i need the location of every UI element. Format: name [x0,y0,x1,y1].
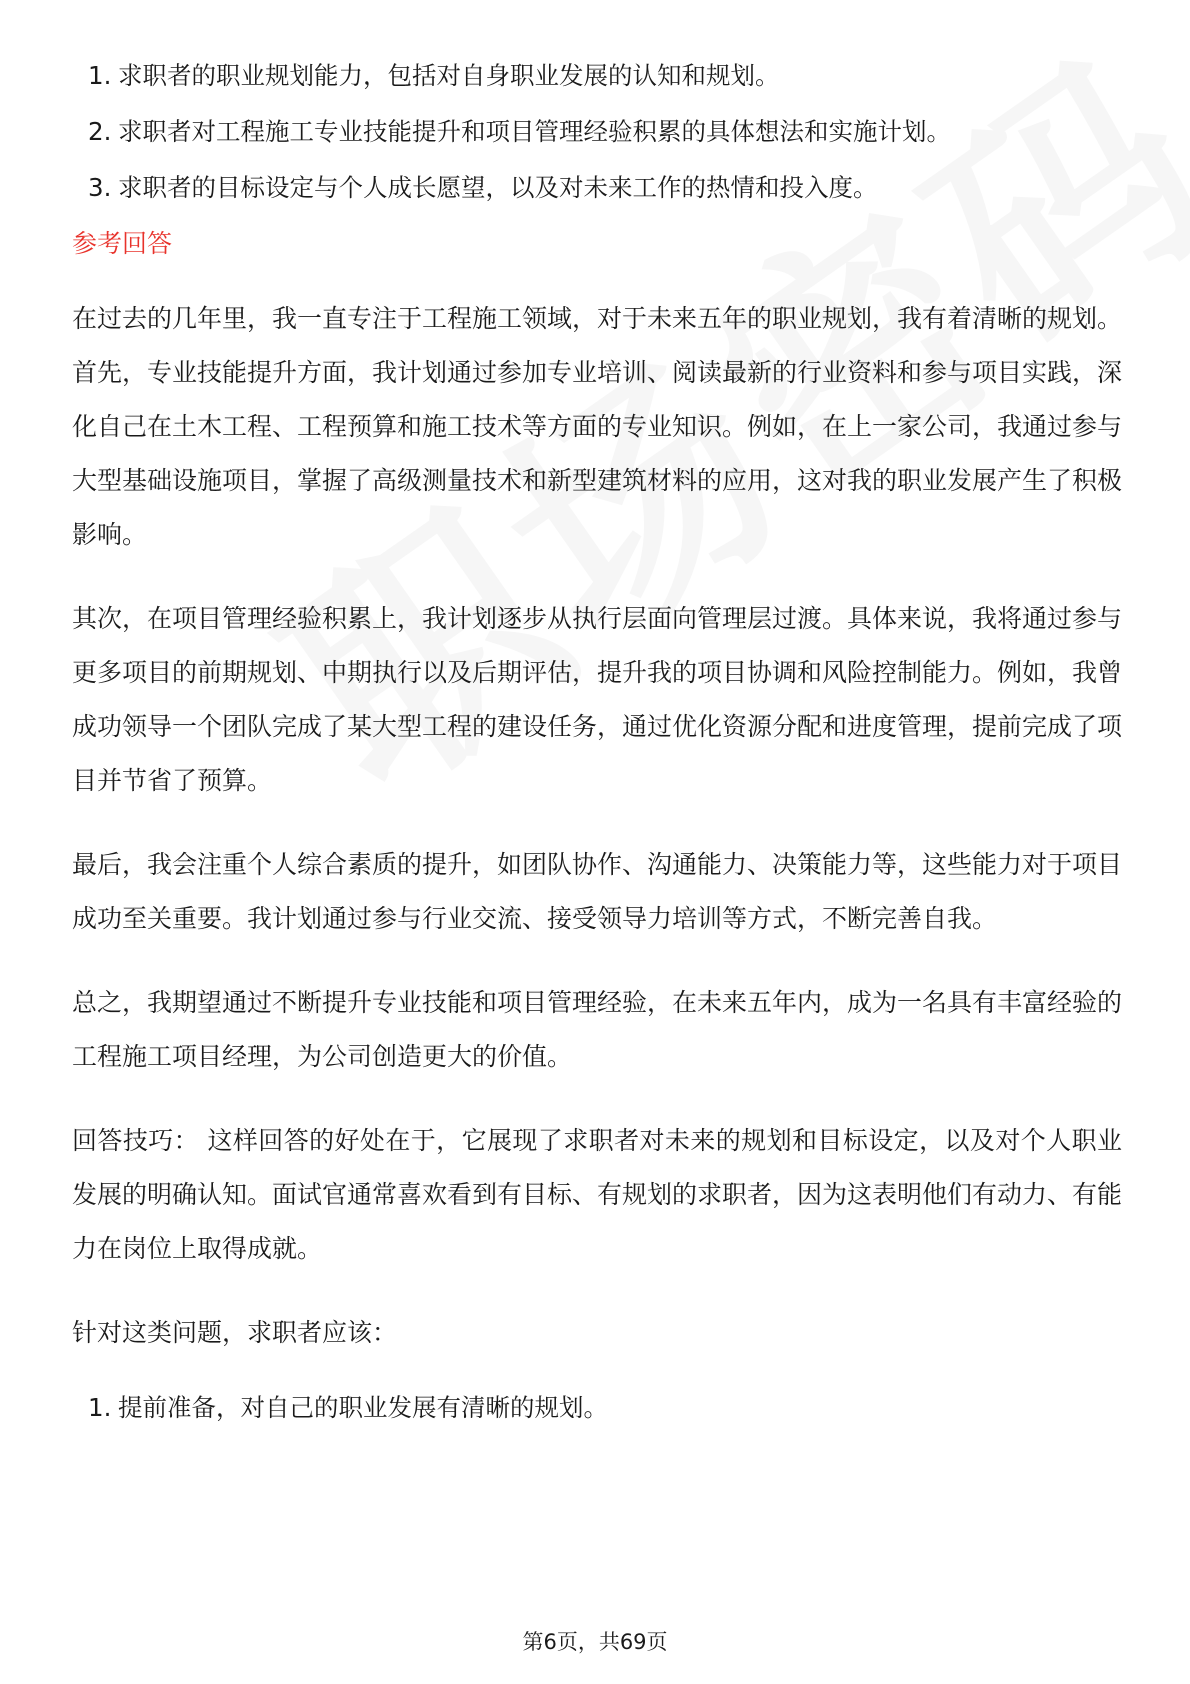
paragraph: 针对这类问题，求职者应该： [72,1318,398,1347]
list-text: 求职者对工程施工专业技能提升和项目管理经验积累的具体想法和实施计划。 [118,117,951,146]
list-text: 求职者的职业规划能力，包括对自身职业发展的认知和规划。 [118,61,780,90]
intro-list [72,58,1122,206]
list-text: 提前准备，对自己的职业发展有清晰的规划。 [118,1393,608,1422]
list-number: 1. [88,61,112,90]
paragraph: 其次，在项目管理经验积累上，我计划逐步从执行层面向管理层过渡。具体来说，我将通过参与更多项目的前期规划、中期执行以及后期评估，提升我的项目协调和风险控制能力。例如，我曾成功领导一个团队完成了某大型工程的建设任务，通过优化资源分配和进度管理，提前完成了项目并节省了预算。 [72,604,1123,795]
paragraph: 最后，我会注重个人综合素质的提升，如团队协作、沟通能力、决策能力等，这些能力对于项目成功至关重要。我计划通过参与行业交流、接受领导力培训等方式，不断完善自我。 [72,850,1123,933]
list-item [72,1390,1122,1426]
page-footer: 第6页，共69页 [522,1630,668,1654]
paragraph: 在过去的几年里，我一直专注于工程施工领域，对于未来五年的职业规划，我有着清晰的规划。首先，专业技能提升方面，我计划通过参加专业培训、阅读最新的行业资料和参与项目实践，深化自己在土木工程、工程预算和施工技术等方面的专业知识。例如，在上一家公司，我通过参与大型基础设施项目，掌握了高级测量技术和新型建筑材料的应用，这对我的职业发展产生了积极影响。 [72,304,1123,549]
list-number: 1. [88,1393,112,1422]
list-number: 2. [88,117,112,146]
list-number: 3. [88,173,112,202]
paragraph: 总之，我期望通过不断提升专业技能和项目管理经验，在未来五年内，成为一名具有丰富经验的工程施工项目经理，为公司创造更大的价值。 [72,988,1123,1071]
paragraph: 回答技巧： 这样回答的好处在于，它展现了求职者对未来的规划和目标设定，以及对个人职业发展的明确认知。面试官通常喜欢看到有目标、有规划的求职者，因为这表明他们有动力、有能力在岗位上取得成就。 [72,1126,1123,1263]
page-content [72,58,1122,1446]
section-heading: 参考回答 [72,229,173,258]
list-item [72,114,1122,150]
tips-list [72,1390,1122,1426]
list-text: 求职者的目标设定与个人成长愿望，以及对未来工作的热情和投入度。 [118,173,878,202]
list-item [72,170,1122,206]
list-item [72,58,1122,94]
